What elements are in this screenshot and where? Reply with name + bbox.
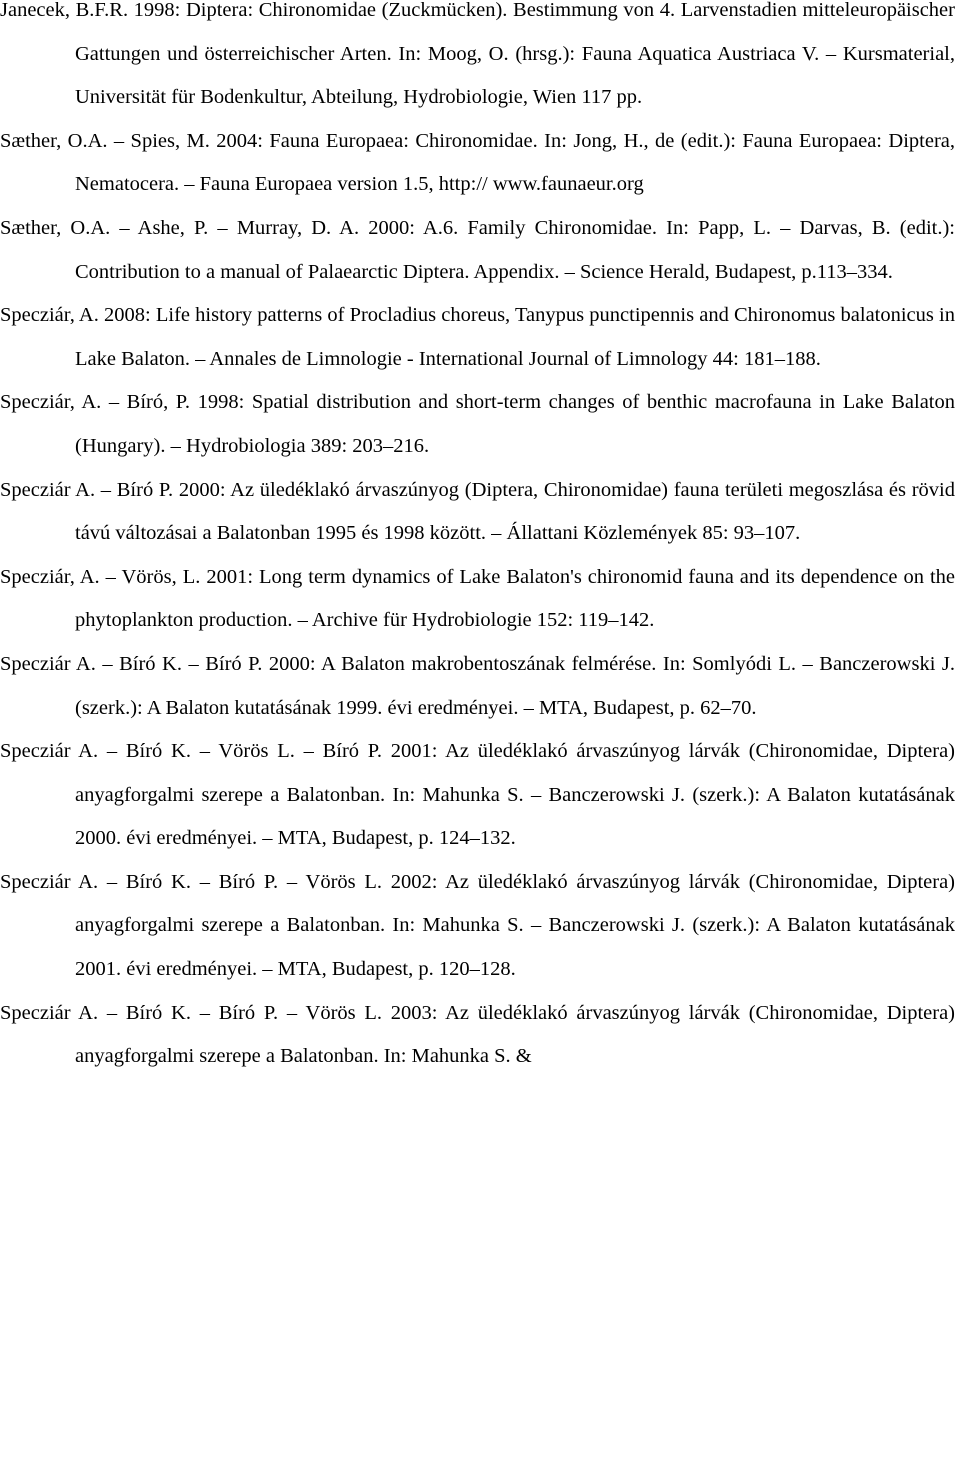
reference-entry: Specziár, A. 2008: Life history patterns of Procladius choreus, Tanypus punctipennis and Chironomus balatonicus in Lake Balaton. – Annales de Limnologie - International Journal of Limnology 44: 181–188. bbox=[0, 304, 955, 370]
reference-entry: Specziár, A. – Vörös, L. 2001: Long term dynamics of Lake Balaton's chironomid fauna and its dependence on the phytoplankton production. – Archive für Hydrobiologie 152: 119–142. bbox=[0, 565, 955, 632]
reference-entry: Specziár A. – Bíró K. – Bíró P. – Vörös L. 2003: Az üledéklakó árvaszúnyog lárvák (Chironomidae, Diptera) anyagforgalmi szerepe a Balatonban. In: Mahunka S. & bbox=[0, 1001, 955, 1068]
reference-entry: Specziár, A. – Bíró, P. 1998: Spatial distribution and short-term changes of benthic macrofauna in Lake Balaton (Hungary). – Hydrobiologia 389: 203–216. bbox=[0, 391, 955, 457]
reference-entry: Specziár A. – Bíró K. – Bíró P. – Vörös L. 2002: Az üledéklakó árvaszúnyog lárvák (Chironomidae, Diptera) anyagforgalmi szerepe a Balatonban. In: Mahunka S. – Banczerowski J. (szerk.): A Balaton kutatásának 2001. évi eredményei. – MTA, Budapest, p. 120–128. bbox=[0, 870, 955, 981]
reference-entry: Sæther, O.A. – Ashe, P. – Murray, D. A. 2000: A.6. Family Chironomidae. In: Papp, L. – Darvas, B. (edit.): Contribution to a manual of Palaearctic Diptera. Appendix. – Science Herald, Budapest, p.113–334. bbox=[0, 216, 955, 283]
reference-entry: Sæther, O.A. – Spies, M. 2004: Fauna Europaea: Chironomidae. In: Jong, H., de (edit.): Fauna Europaea: Diptera, Nematocera. – Fauna Europaea version 1.5, http:// www.faunaeur.org bbox=[0, 129, 955, 196]
reference-entry: Specziár A. – Bíró K. – Vörös L. – Bíró P. 2001: Az üledéklakó árvaszúnyog lárvák (Chironomidae, Diptera) anyagforgalmi szerepe a Balatonban. In: Mahunka S. – Banczerowski J. (szerk.): A Balaton kutatásának 2000. évi eredményei. – MTA, Budapest, p. 124–132. bbox=[0, 740, 955, 850]
reference-entry: Specziár A. – Bíró K. – Bíró P. 2000: A Balaton makrobentoszának felmérése. In: Somlyódi L. – Banczerowski J. (szerk.): A Balaton kutatásának 1999. évi eredményei. – MTA, Budapest, p. 62–70. bbox=[0, 652, 955, 719]
reference-entry: Janecek, B.F.R. 1998: Diptera: Chironomidae (Zuckmücken). Bestimmung von 4. Larvenstadien mitteleuropäischer Gattungen und österreichischer Arten. In: Moog, O. (hrsg.): Fauna Aquatica Austriaca V. – Kursmaterial, Universität für Bodenkultur, Abteilung, Hydrobiologie, Wien 117 pp. bbox=[0, 0, 955, 109]
reference-entry: Specziár A. – Bíró P. 2000: Az üledéklakó árvaszúnyog (Diptera, Chironomidae) fauna területi megoszlása és rövid távú változásai a Balatonban 1995 és 1998 között. – Állattani Közlemények 85: 93–107. bbox=[0, 478, 955, 545]
